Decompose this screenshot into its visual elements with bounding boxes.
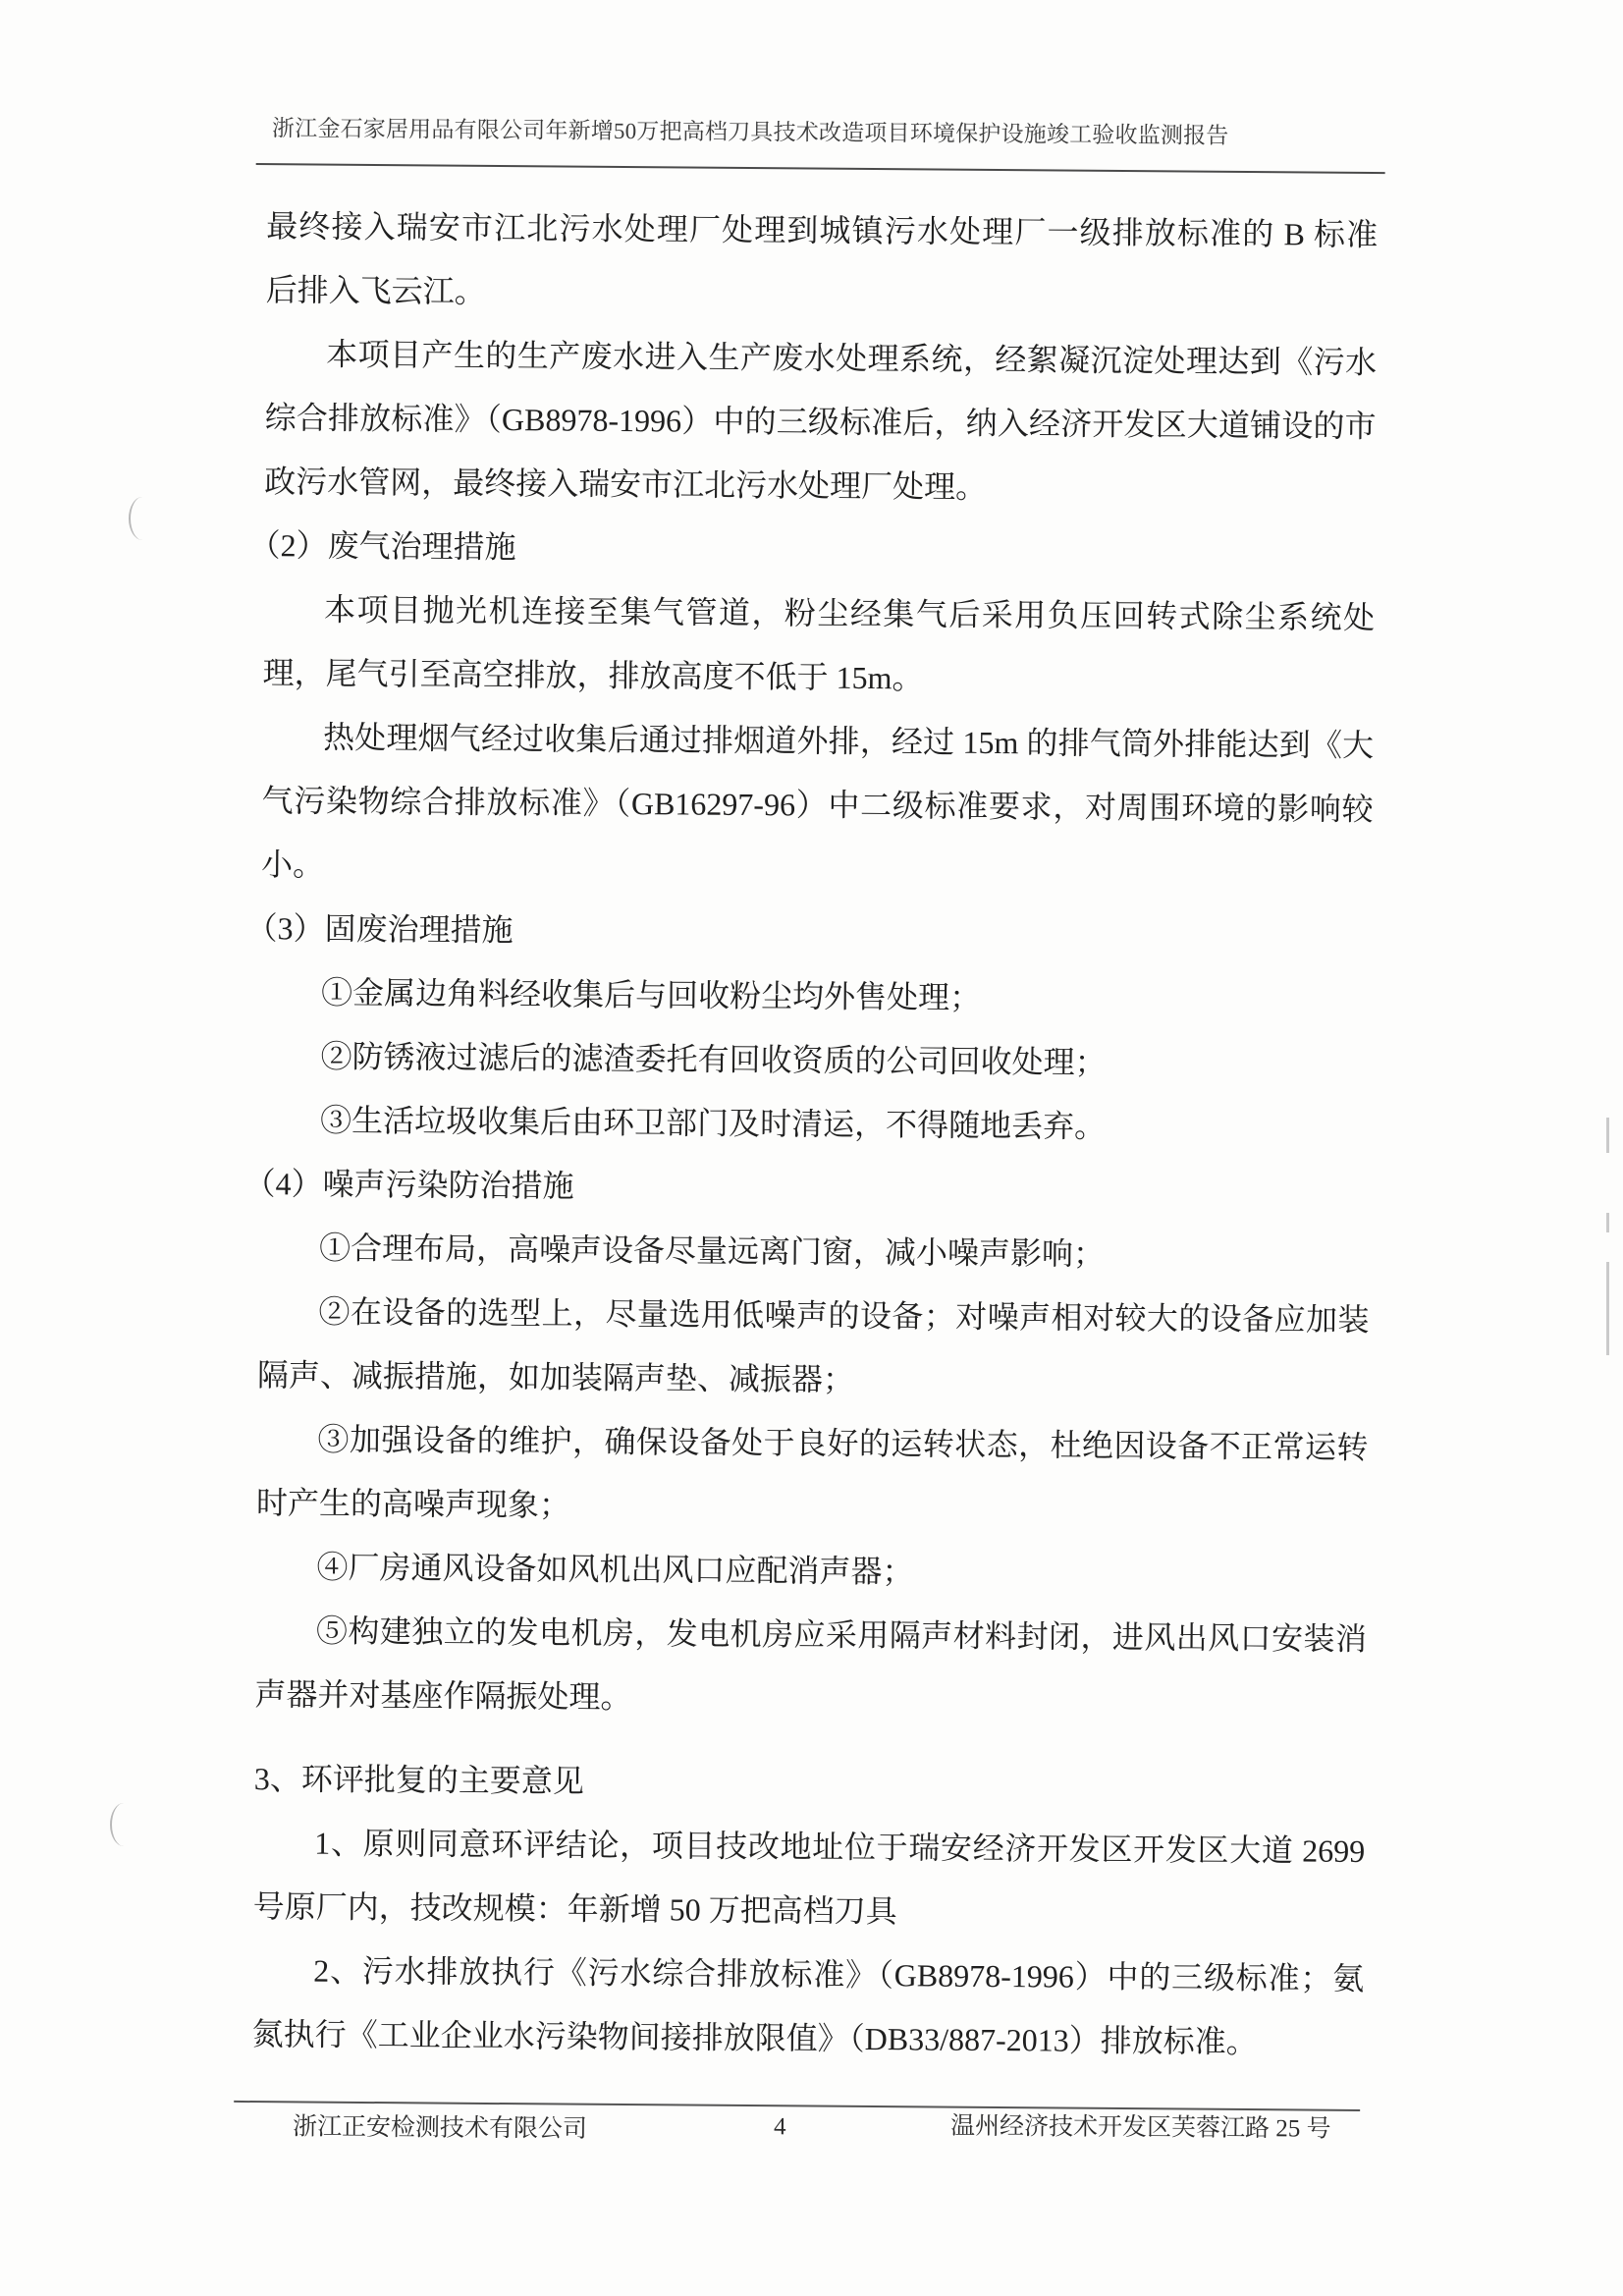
paragraph-line: 号原厂内，技改规模：年新增 50 万把高档刀具 xyxy=(252,1888,897,1930)
paragraph-waste-gas-heat-treatment xyxy=(261,705,1374,905)
list-item xyxy=(258,1216,1370,1288)
list-item xyxy=(251,1939,1364,2075)
list-item xyxy=(256,1407,1369,1544)
paragraph-line: 本项目抛光机连接至集气管道，粉尘经集气后采用负压回转式除尘系统处 xyxy=(323,591,1376,636)
section-heading-noise: （4）噪声污染防治措施 xyxy=(243,1165,574,1204)
scan-artifact-streak xyxy=(1606,1262,1609,1355)
paragraph-line: 理，尾气引至高空排放，排放高度不低于 15m。 xyxy=(262,655,924,696)
scan-artifact-streak xyxy=(1606,1213,1609,1232)
list-item: ③生活垃圾收集后由环卫部门及时清运，不得随地丢弃。 xyxy=(319,1102,1107,1144)
paragraph-line: 最终接入瑞安市江北污水处理厂处理到城镇污水处理厂一级排放标准的 B 标准 xyxy=(266,208,1379,253)
paragraph-line: 声器并对基座作隔振处理。 xyxy=(254,1676,632,1716)
paragraph-line: 热处理烟气经过收集后通过排烟道外排，经过 15m 的排气筒外排能达到《大 xyxy=(322,719,1375,764)
paragraph-line: ④厂房通风设备如风机出风口应配消声器； xyxy=(316,1549,914,1590)
paragraph-line: 政污水管网，最终接入瑞安市江北污水处理厂处理。 xyxy=(264,464,988,505)
section-heading-approval: 3、环评批复的主要意见 xyxy=(253,1761,584,1799)
paragraph-line: 2、污水排放执行《污水综合排放标准》（GB8978-1996）中的三级标准；氨 xyxy=(313,1952,1365,1996)
list-noise xyxy=(254,1216,1370,1735)
section-heading-waste-gas: （2）废气治理措施 xyxy=(248,527,516,566)
paragraph-line: 小。 xyxy=(260,847,325,883)
paragraph-line: 1、原则同意环评结论，项目技改地址位于瑞安经济开发区开发区大道 2699 xyxy=(314,1825,1366,1869)
paragraph-line: ①合理布局，高噪声设备尽量远离门窗，减小噪声影响； xyxy=(318,1230,1106,1272)
list-item: ②防锈液过滤后的滤渣委托有回收资质的公司回收处理； xyxy=(320,1038,1107,1080)
paragraph-line: 隔声、减振措施，如加装隔声垫、减振器； xyxy=(256,1357,855,1397)
list-item xyxy=(253,1811,1366,1947)
paragraph-wastewater-domestic xyxy=(265,194,1378,331)
paragraph-line: 后排入飞云江。 xyxy=(265,272,486,309)
scan-artifact-streak xyxy=(1606,1118,1609,1153)
list-item: ①金属边角料经收集后与回收粉尘均外售处理； xyxy=(320,974,982,1015)
page-number: 4 xyxy=(773,2113,786,2141)
footer-divider xyxy=(234,2101,1360,2111)
paragraph-line: 综合排放标准》（GB8978-1996）中的三级标准后，纳入经济开发区大道铺设的市 xyxy=(264,400,1377,445)
list-approval xyxy=(251,1811,1365,2075)
paragraph-wastewater-production xyxy=(264,322,1377,522)
paragraph-waste-gas-polishing xyxy=(262,577,1375,714)
list-item xyxy=(255,1535,1367,1608)
paragraph-line: 氮执行《工业企业水污染物间接排放限值》（DB33/887-2013）排放标准。 xyxy=(251,2016,1258,2060)
list-item xyxy=(254,1599,1367,1735)
paragraph-line: 本项目产生的生产废水进入生产废水处理系统，经絮凝沉淀处理达到《污水 xyxy=(326,336,1378,381)
report-header-title: 浙江金石家居用品有限公司年新增50万把高档刀具技术改造项目环境保护设施竣工验收监测报告 xyxy=(271,116,1229,148)
header-divider xyxy=(256,163,1385,174)
paragraph-line: 时产生的高噪声现象； xyxy=(255,1485,571,1523)
paragraph-line: ②在设备的选型上，尽量选用低噪声的设备；对噪声相对较大的设备应加装 xyxy=(318,1293,1370,1338)
paragraph-line: 气污染物综合排放标准》（GB16297-96）中二级标准要求，对周围环境的影响较 xyxy=(261,783,1374,828)
footer-company: 浙江正安检测技术有限公司 xyxy=(292,2113,588,2143)
paragraph-line: ⑤构建独立的发电机房，发电机房应采用隔声材料封闭，进风出风口安装消 xyxy=(315,1613,1368,1657)
paragraph-line: ③加强设备的维护，确保设备处于良好的运转状态，杜绝因设备不正常运转 xyxy=(317,1421,1369,1465)
report-body xyxy=(243,194,1379,2075)
list-item xyxy=(257,1280,1370,1416)
footer-address: 温州经济技术开发区芙蓉江路 25 号 xyxy=(949,2112,1331,2143)
section-heading-solid-waste: （3）固废治理措施 xyxy=(245,909,514,949)
list-solid-waste xyxy=(259,960,1372,1161)
